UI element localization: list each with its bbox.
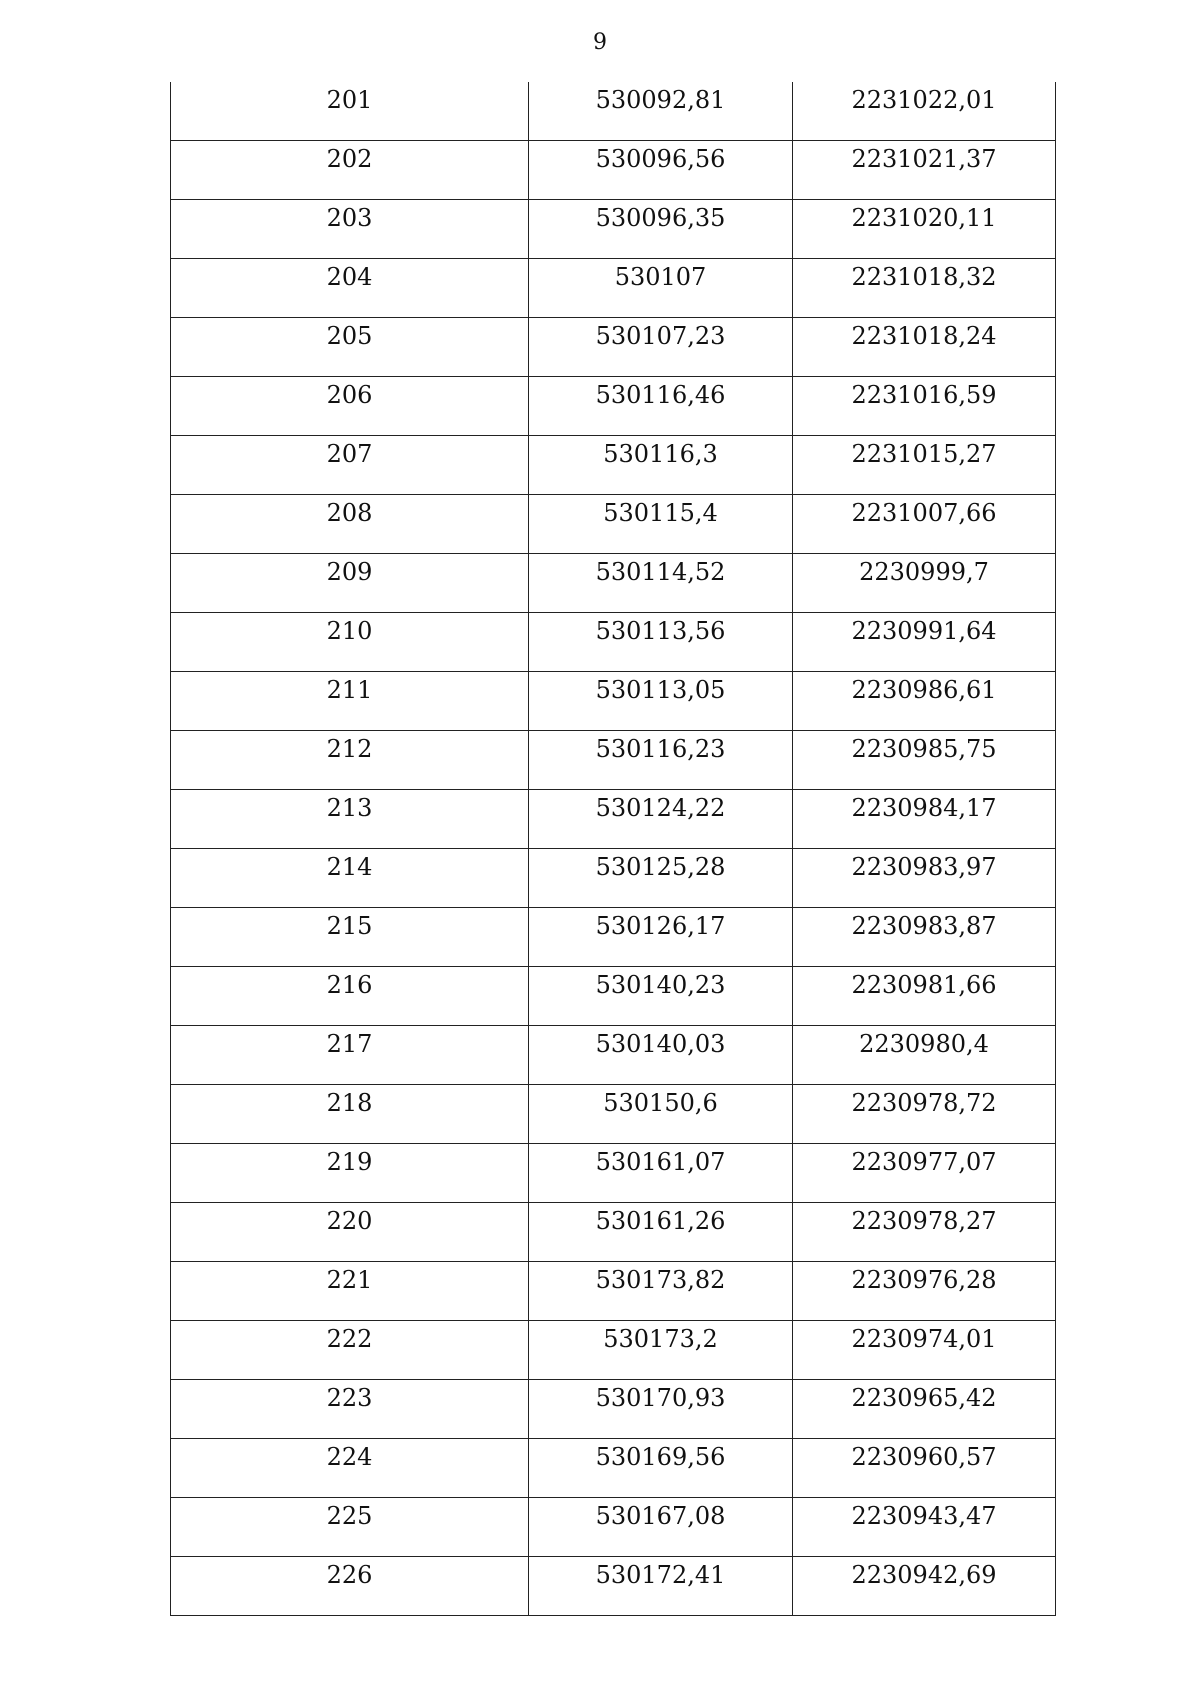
table-row bbox=[171, 436, 1056, 495]
page-number: 9 bbox=[593, 30, 607, 55]
table-row bbox=[171, 1085, 1056, 1144]
y-coordinate-text: 2231018,24 bbox=[851, 322, 997, 350]
point-number-text: 205 bbox=[326, 322, 373, 350]
x-coordinate-text: 530167,08 bbox=[595, 1502, 726, 1530]
point-number-cell bbox=[171, 1085, 529, 1144]
point-number-cell bbox=[171, 613, 529, 672]
point-number-cell bbox=[171, 259, 529, 318]
point-number-text: 218 bbox=[326, 1089, 373, 1117]
y-coordinate-cell bbox=[793, 1380, 1056, 1439]
y-coordinate-text: 2230983,87 bbox=[851, 912, 997, 940]
x-coordinate-text: 530107 bbox=[614, 263, 707, 291]
point-number-text: 208 bbox=[326, 499, 373, 527]
y-coordinate-text: 2230978,27 bbox=[851, 1207, 997, 1235]
point-number-text: 224 bbox=[326, 1443, 373, 1471]
x-coordinate-text: 530170,93 bbox=[595, 1384, 726, 1412]
point-number-text: 222 bbox=[326, 1325, 373, 1353]
x-coordinate-text: 530125,28 bbox=[595, 853, 726, 881]
table-row bbox=[171, 82, 1056, 141]
point-number-text: 207 bbox=[326, 440, 373, 468]
point-number-text: 211 bbox=[326, 676, 373, 704]
point-number-text: 219 bbox=[326, 1148, 373, 1176]
x-coordinate-cell bbox=[529, 1085, 793, 1144]
y-coordinate-text: 2230991,64 bbox=[851, 617, 997, 645]
x-coordinate-cell bbox=[529, 613, 793, 672]
y-coordinate-text: 2230986,61 bbox=[851, 676, 997, 704]
point-number-cell bbox=[171, 495, 529, 554]
y-coordinate-text: 2230942,69 bbox=[851, 1561, 997, 1589]
point-number-text: 203 bbox=[326, 204, 373, 232]
point-number-text: 209 bbox=[326, 558, 373, 586]
table-row bbox=[171, 731, 1056, 790]
y-coordinate-text: 2231015,27 bbox=[851, 440, 997, 468]
y-coordinate-cell bbox=[793, 849, 1056, 908]
point-number-cell bbox=[171, 82, 529, 141]
x-coordinate-cell bbox=[529, 1557, 793, 1616]
y-coordinate-cell bbox=[793, 436, 1056, 495]
x-coordinate-text: 530116,46 bbox=[595, 381, 726, 409]
x-coordinate-text: 530173,82 bbox=[595, 1266, 726, 1294]
x-coordinate-cell bbox=[529, 731, 793, 790]
point-number-cell bbox=[171, 1262, 529, 1321]
y-coordinate-cell bbox=[793, 318, 1056, 377]
y-coordinate-text: 2231022,01 bbox=[851, 86, 997, 114]
x-coordinate-cell bbox=[529, 849, 793, 908]
y-coordinate-text: 2231021,37 bbox=[851, 145, 997, 173]
point-number-text: 214 bbox=[326, 853, 373, 881]
table-row bbox=[171, 554, 1056, 613]
table-row bbox=[171, 849, 1056, 908]
y-coordinate-cell bbox=[793, 82, 1056, 141]
point-number-text: 217 bbox=[326, 1030, 373, 1058]
table-row bbox=[171, 1439, 1056, 1498]
y-coordinate-text: 2230983,97 bbox=[851, 853, 997, 881]
x-coordinate-cell bbox=[529, 1262, 793, 1321]
x-coordinate-cell bbox=[529, 967, 793, 1026]
y-coordinate-text: 2230981,66 bbox=[851, 971, 997, 999]
x-coordinate-text: 530169,56 bbox=[595, 1443, 726, 1471]
table-row bbox=[171, 1262, 1056, 1321]
table-row bbox=[171, 495, 1056, 554]
point-number-cell bbox=[171, 1321, 529, 1380]
y-coordinate-cell bbox=[793, 1203, 1056, 1262]
point-number-text: 212 bbox=[326, 735, 373, 763]
y-coordinate-text: 2230999,7 bbox=[859, 558, 989, 586]
x-coordinate-text: 530173,2 bbox=[603, 1325, 718, 1353]
y-coordinate-text: 2230976,28 bbox=[851, 1266, 997, 1294]
x-coordinate-cell bbox=[529, 554, 793, 613]
y-coordinate-cell bbox=[793, 1026, 1056, 1085]
x-coordinate-text: 530172,41 bbox=[595, 1561, 726, 1589]
point-number-cell bbox=[171, 1439, 529, 1498]
y-coordinate-cell bbox=[793, 672, 1056, 731]
point-number-cell bbox=[171, 318, 529, 377]
table-row bbox=[171, 1321, 1056, 1380]
table-row bbox=[171, 377, 1056, 436]
x-coordinate-text: 530124,22 bbox=[595, 794, 726, 822]
x-coordinate-text: 530140,23 bbox=[595, 971, 726, 999]
table-row bbox=[171, 141, 1056, 200]
x-coordinate-text: 530161,26 bbox=[595, 1207, 726, 1235]
x-coordinate-text: 530116,3 bbox=[603, 440, 718, 468]
table-row bbox=[171, 967, 1056, 1026]
table-row bbox=[171, 318, 1056, 377]
x-coordinate-text: 530096,35 bbox=[595, 204, 726, 232]
table-row bbox=[171, 790, 1056, 849]
point-number-cell bbox=[171, 377, 529, 436]
y-coordinate-text: 2230977,07 bbox=[851, 1148, 997, 1176]
x-coordinate-cell bbox=[529, 790, 793, 849]
table-row bbox=[171, 908, 1056, 967]
point-number-cell bbox=[171, 849, 529, 908]
y-coordinate-cell bbox=[793, 200, 1056, 259]
point-number-cell bbox=[171, 200, 529, 259]
y-coordinate-text: 2231016,59 bbox=[851, 381, 997, 409]
x-coordinate-text: 530096,56 bbox=[595, 145, 726, 173]
x-coordinate-cell bbox=[529, 1203, 793, 1262]
y-coordinate-text: 2231020,11 bbox=[851, 204, 997, 232]
table-row bbox=[171, 259, 1056, 318]
y-coordinate-text: 2230980,4 bbox=[859, 1030, 989, 1058]
y-coordinate-text: 2230974,01 bbox=[851, 1325, 997, 1353]
x-coordinate-text: 530107,23 bbox=[595, 322, 726, 350]
point-number-text: 201 bbox=[326, 86, 373, 114]
table-row bbox=[171, 613, 1056, 672]
point-number-cell bbox=[171, 1380, 529, 1439]
point-number-text: 213 bbox=[326, 794, 373, 822]
x-coordinate-text: 530113,56 bbox=[595, 617, 726, 645]
x-coordinate-cell bbox=[529, 82, 793, 141]
table-row bbox=[171, 1144, 1056, 1203]
y-coordinate-cell bbox=[793, 1144, 1056, 1203]
x-coordinate-text: 530113,05 bbox=[595, 676, 726, 704]
point-number-text: 226 bbox=[326, 1561, 373, 1589]
y-coordinate-text: 2230985,75 bbox=[851, 735, 997, 763]
point-number-text: 223 bbox=[326, 1384, 373, 1412]
y-coordinate-cell bbox=[793, 1557, 1056, 1616]
table-row bbox=[171, 1498, 1056, 1557]
point-number-cell bbox=[171, 672, 529, 731]
y-coordinate-cell bbox=[793, 1321, 1056, 1380]
y-coordinate-cell bbox=[793, 377, 1056, 436]
coordinates-table bbox=[170, 82, 1056, 1616]
x-coordinate-text: 530116,23 bbox=[595, 735, 726, 763]
point-number-cell bbox=[171, 1557, 529, 1616]
x-coordinate-cell bbox=[529, 1144, 793, 1203]
point-number-cell bbox=[171, 1203, 529, 1262]
x-coordinate-text: 530161,07 bbox=[595, 1148, 726, 1176]
x-coordinate-cell bbox=[529, 141, 793, 200]
point-number-text: 215 bbox=[326, 912, 373, 940]
x-coordinate-cell bbox=[529, 259, 793, 318]
x-coordinate-cell bbox=[529, 1321, 793, 1380]
y-coordinate-cell bbox=[793, 259, 1056, 318]
y-coordinate-cell bbox=[793, 1085, 1056, 1144]
y-coordinate-cell bbox=[793, 967, 1056, 1026]
point-number-text: 206 bbox=[326, 381, 373, 409]
y-coordinate-cell bbox=[793, 495, 1056, 554]
table-row bbox=[171, 672, 1056, 731]
x-coordinate-cell bbox=[529, 1498, 793, 1557]
y-coordinate-text: 2230943,47 bbox=[851, 1502, 997, 1530]
point-number-cell bbox=[171, 967, 529, 1026]
point-number-cell bbox=[171, 908, 529, 967]
x-coordinate-text: 530115,4 bbox=[603, 499, 718, 527]
x-coordinate-cell bbox=[529, 672, 793, 731]
x-coordinate-text: 530114,52 bbox=[595, 558, 726, 586]
point-number-cell bbox=[171, 1498, 529, 1557]
y-coordinate-cell bbox=[793, 731, 1056, 790]
y-coordinate-cell bbox=[793, 613, 1056, 672]
x-coordinate-cell bbox=[529, 318, 793, 377]
table-row bbox=[171, 1203, 1056, 1262]
y-coordinate-cell bbox=[793, 554, 1056, 613]
coordinates-table-body bbox=[171, 82, 1056, 1616]
point-number-text: 204 bbox=[326, 263, 373, 291]
y-coordinate-text: 2231007,66 bbox=[851, 499, 997, 527]
x-coordinate-cell bbox=[529, 495, 793, 554]
point-number-cell bbox=[171, 1026, 529, 1085]
point-number-text: 225 bbox=[326, 1502, 373, 1530]
y-coordinate-text: 2230984,17 bbox=[851, 794, 997, 822]
point-number-cell bbox=[171, 731, 529, 790]
y-coordinate-text: 2231018,32 bbox=[851, 263, 997, 291]
y-coordinate-cell bbox=[793, 1439, 1056, 1498]
x-coordinate-text: 530140,03 bbox=[595, 1030, 726, 1058]
x-coordinate-text: 530126,17 bbox=[595, 912, 726, 940]
point-number-cell bbox=[171, 790, 529, 849]
y-coordinate-cell bbox=[793, 1498, 1056, 1557]
point-number-text: 210 bbox=[326, 617, 373, 645]
y-coordinate-cell bbox=[793, 141, 1056, 200]
y-coordinate-text: 2230965,42 bbox=[851, 1384, 997, 1412]
x-coordinate-cell bbox=[529, 1439, 793, 1498]
point-number-cell bbox=[171, 436, 529, 495]
table-row bbox=[171, 1026, 1056, 1085]
point-number-text: 216 bbox=[326, 971, 373, 999]
y-coordinate-text: 2230978,72 bbox=[851, 1089, 997, 1117]
x-coordinate-cell bbox=[529, 908, 793, 967]
y-coordinate-text: 2230960,57 bbox=[851, 1443, 997, 1471]
point-number-text: 202 bbox=[326, 145, 373, 173]
point-number-cell bbox=[171, 141, 529, 200]
point-number-cell bbox=[171, 554, 529, 613]
point-number-text: 221 bbox=[326, 1266, 373, 1294]
x-coordinate-cell bbox=[529, 1026, 793, 1085]
x-coordinate-cell bbox=[529, 436, 793, 495]
x-coordinate-text: 530150,6 bbox=[603, 1089, 718, 1117]
y-coordinate-cell bbox=[793, 790, 1056, 849]
y-coordinate-cell bbox=[793, 1262, 1056, 1321]
table-row bbox=[171, 200, 1056, 259]
point-number-text: 220 bbox=[326, 1207, 373, 1235]
x-coordinate-cell bbox=[529, 1380, 793, 1439]
table-row bbox=[171, 1380, 1056, 1439]
x-coordinate-text: 530092,81 bbox=[595, 86, 726, 114]
x-coordinate-cell bbox=[529, 200, 793, 259]
y-coordinate-cell bbox=[793, 908, 1056, 967]
table-row bbox=[171, 1557, 1056, 1616]
point-number-cell bbox=[171, 1144, 529, 1203]
x-coordinate-cell bbox=[529, 377, 793, 436]
